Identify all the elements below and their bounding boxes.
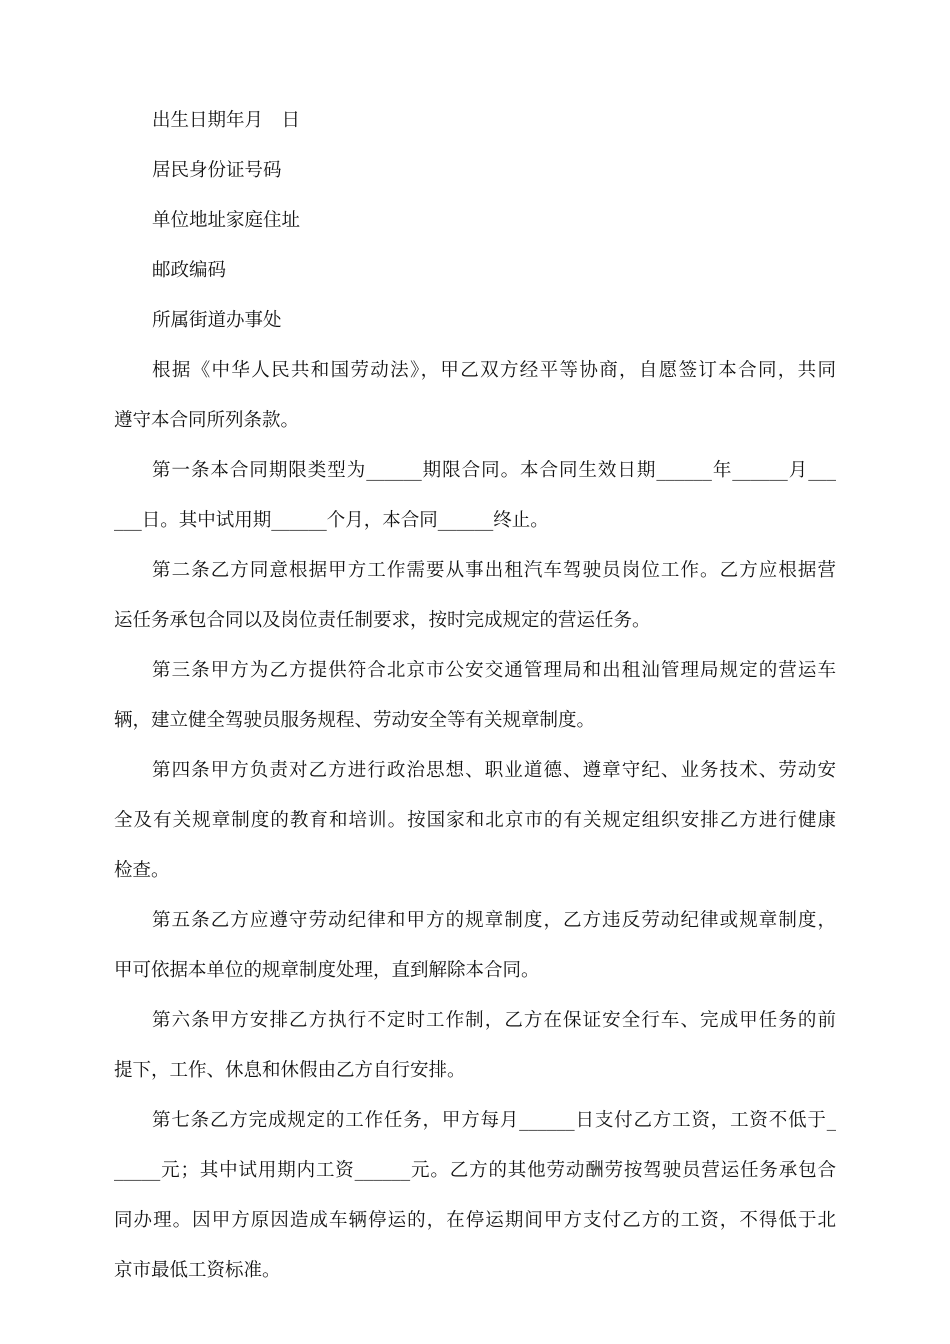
paragraph-line: 第二条乙方同意根据甲方工作需要从事出租汽车驾驶员岗位工作。乙方应根据营 xyxy=(152,560,836,581)
paragraph-line: 第三条甲方为乙方提供符合北京市公安交通管理局和出租汕管理局规定的营运车 xyxy=(152,660,836,681)
field-subdistrict-office: 所属街道办事处 xyxy=(152,310,282,331)
contract-body xyxy=(114,96,836,1296)
paragraph-line: 第四条甲方负责对乙方进行政治思想、职业道德、遵章守纪、业务技术、劳动安 xyxy=(152,760,836,781)
paragraph-line: 第六条甲方安排乙方执行不定时工作制，乙方在保证安全行车、完成甲任务的前 xyxy=(152,1010,836,1031)
field-address: 单位地址家庭住址 xyxy=(152,210,301,231)
paragraph-line: 运任务承包合同以及岗位责任制要求，按时完成规定的营运任务。 xyxy=(114,610,651,631)
paragraph-line: 根据《中华人民共和国劳动法》，甲乙双方经平等协商，自愿签订本合同，共同 xyxy=(152,360,836,381)
paragraph-line: _____元；其中试用期内工资______元。乙方的其他劳动酬劳按驾驶员营运任务承包合 xyxy=(114,1160,836,1181)
field-birth-date: 出生日期年月 日 xyxy=(152,110,301,131)
paragraph-line: ___日。其中试用期______个月，本合同______终止。 xyxy=(114,510,549,531)
field-postal-code: 邮政编码 xyxy=(152,260,227,281)
field-id-number: 居民身份证号码 xyxy=(152,160,282,181)
paragraph-line: 辆，建立健全驾驶员服务规程、劳动安全等有关规章制度。 xyxy=(114,710,596,731)
paragraph-line: 检查。 xyxy=(114,860,170,881)
paragraph-article-4 xyxy=(114,746,836,896)
paragraph-article-1 xyxy=(114,446,836,546)
paragraph-line: 全及有关规章制度的教育和培训。按国家和北京市的有关规定组织安排乙方进行健康 xyxy=(114,810,836,831)
paragraph-article-2 xyxy=(114,546,836,646)
paragraph-line: 提下，工作、休息和休假由乙方自行安排。 xyxy=(114,1060,466,1081)
paragraph-line: 京市最低工资标准。 xyxy=(114,1260,281,1281)
paragraph-article-7 xyxy=(114,1096,836,1296)
paragraph-article-3 xyxy=(114,646,836,746)
paragraph-line: 第五条乙方应遵守劳动纪律和甲方的规章制度，乙方违反劳动纪律或规章制度， xyxy=(152,910,836,931)
paragraph-line: 第一条本合同期限类型为______期限合同。本合同生效日期______年______月___ xyxy=(152,460,836,481)
paragraph-article-5 xyxy=(114,896,836,996)
paragraph-line: 甲可依据本单位的规章制度处理，直到解除本合同。 xyxy=(114,960,540,981)
paragraph-line: 同办理。因甲方原因造成车辆停运的，在停运期间甲方支付乙方的工资，不得低于北 xyxy=(114,1210,836,1231)
paragraph-line: 遵守本合同所列条款。 xyxy=(114,410,300,431)
paragraph-preamble xyxy=(114,346,836,446)
paragraph-article-6 xyxy=(114,996,836,1096)
paragraph-line: 第七条乙方完成规定的工作任务，甲方每月______日支付乙方工资，工资不低于_ xyxy=(152,1110,836,1131)
